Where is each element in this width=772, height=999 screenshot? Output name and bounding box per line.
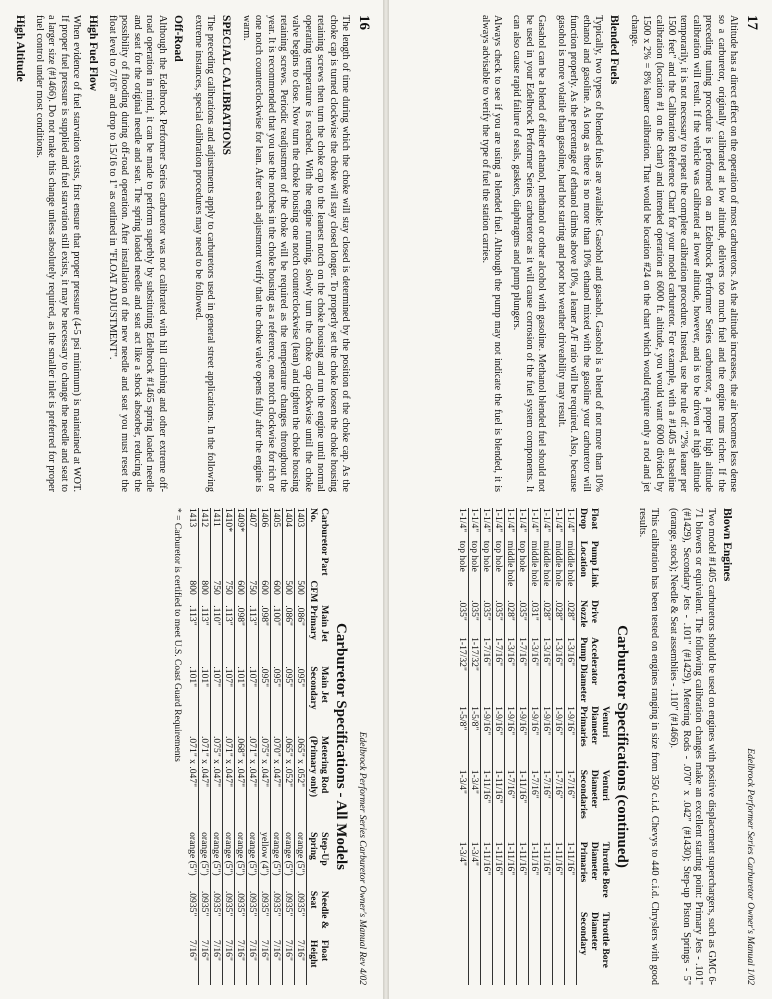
table-cell: 1-1/4" [516, 508, 528, 541]
table-cell: 7/16" [270, 940, 282, 985]
table-cell: orange (5") [187, 832, 199, 891]
table-cell: 750 [222, 580, 234, 605]
table-cell: 7/16" [282, 940, 294, 985]
table-cell: .086" [294, 605, 306, 666]
table-cell: 1-9/16" [540, 706, 552, 770]
off-road-text: Although the Edelbrock Performer Series carburetor was not calibrated with hill climbing and other extreme off-road operation in mind, it can be made to perform superbly by substituting Edelbrock #1465 spring loaded needle and seat for the original needle and seat. The spring loaded needle and seat act like a shock absorber, reducing the possibility of flooding during off-road operation. After installation of the new needle and seat you must reset the float level to 7/16" and drop to 15/16 to 1" as outlined in "FLOAT ADJUSTMENT". [107, 15, 168, 492]
table-cell [540, 912, 552, 985]
table-cell: 1-5/8" [468, 706, 480, 770]
table-cell: 1-3/4" [468, 770, 480, 842]
table-cell: .035" [457, 600, 469, 637]
table-cell: 1-11/16" [516, 770, 528, 842]
page-17 [401, 5, 766, 995]
table-cell: 1-1/4" [457, 508, 469, 541]
table-cell: 1-17/32" [457, 637, 469, 706]
table-row [540, 508, 552, 985]
table-row [480, 508, 492, 985]
table-cell: .071" x .047" [187, 736, 199, 832]
blown-engines-text: Two model #1405 carburetors should be used on engines with positive displacement superchargers, such as GMC 6-71 blowers or equivalent. The following calibration changes make an excellent starting point: Primary Jets - .101" (#1429), Secondary Jets - .101" (#1429), Metering Rods - .070" x .042" (#1430); Step-up Piston Springs - 5" (orange, stock); Needle & Seat assemblies - .110" (#1466). [668, 508, 717, 985]
table-cell: 1-5/8" [457, 706, 469, 770]
table-cell: 1405 [270, 508, 282, 580]
column-header: Main Jet Primary [307, 605, 330, 642]
table-cell: 1-9/16" [492, 706, 504, 770]
table-cell: 1-11/16" [504, 842, 516, 912]
table-cell: 1-1/4" [492, 508, 504, 541]
table-cell: middle hole [528, 541, 540, 600]
table-cell: .068" x .047" [234, 736, 246, 832]
table-cell: top hole [457, 541, 469, 600]
table-cell: 1-11/16" [552, 842, 564, 912]
running-title: Edelbrock Performer Series Carburetor Owner's Manual Rev 4/02 [357, 731, 367, 985]
table-cell: .107" [210, 666, 222, 736]
table-cell: 1-7/16" [504, 770, 516, 842]
table-cell: 1413 [187, 508, 199, 580]
table-cell: .101" [187, 666, 199, 736]
column-header: Needle & Seat [307, 890, 330, 929]
table-cell: .107" [222, 666, 234, 736]
table-row [516, 508, 528, 985]
table-cell: .035" [480, 600, 492, 637]
table-cell: 1-7/16" [564, 770, 576, 842]
blended-fuels-text-2: Gasahol can be a blend of either ethanol, methanol or other alcohol with gasoline. Methanol blended fuel should not be used in your Edelbrock Performer Series carburetor as it will cause corrosion of the fuel system components. It can also cause rapid failure of seals, gaskets, diaphragms and pump plungers. [511, 15, 548, 492]
table-cell: 1409* [234, 508, 246, 580]
table-cell: 1-11/16" [492, 842, 504, 912]
page-number: 17 [744, 15, 760, 30]
table-cell: 1-11/16" [480, 770, 492, 842]
special-calibrations-text: The preceding calibrations and adjustments apply to carburetors used in general street applications. In the following extreme instances, special calibration procedures may need to be followed. [192, 15, 216, 492]
table-cell: orange (5") [198, 832, 210, 891]
high-altitude-heading: High Altitude [13, 15, 26, 82]
column-header: Throttle Bore Diameter Primaries [577, 841, 611, 898]
table-cell: 1-1/4" [540, 508, 552, 541]
column-header: Main Jet Secondary [307, 666, 330, 710]
table-cell: 1-3/16" [540, 637, 552, 706]
text-column [409, 15, 739, 492]
choke-paragraph: The length of time during which the choke will stay closed is determined by the position of the choke cap. As the choke cap is turned clockwise the choke will stay closed longer. To properly set the choke loosen the choke housing retaining screws then turn the choke cap to the leanest notch on the choke housing and run the engine until normal operating temperature is reached. With the engine running, slowly turn the choke cap clockwise until the choke valve begins to close. Now turn the choke housing one notch counterclockwise (lean) and tighten the choke housing retaining screws. Periodic readjustment of the choke will be required as the temperature changes throughout the year. It is recommended that you use the notches in the choke housing as a reference, one notch clockwise for rich or one notch counterclockwise for lean. After each adjustment verify that the choke valve opens fully after the engine is warm. [240, 15, 351, 492]
table-row [294, 508, 306, 985]
column-header: Metering Rod (Primary only) [307, 736, 330, 798]
table-row [552, 508, 564, 985]
table-cell: 1-9/16" [516, 706, 528, 770]
table-cell: 1406 [258, 508, 270, 580]
table-cell: 1-7/16" [540, 770, 552, 842]
table-cell: 1-11/16" [516, 842, 528, 912]
table-cell: .101" [234, 666, 246, 736]
table-cell: 600 [270, 580, 282, 605]
table-cell [504, 912, 516, 985]
table-cell: 1-11/16" [528, 842, 540, 912]
table-cell: 1-3/4" [457, 770, 469, 842]
table-cell: yellow (4") [258, 832, 270, 891]
table-cell: top hole [492, 541, 504, 600]
table-cell: 1-1/4" [528, 508, 540, 541]
table-row [504, 508, 516, 985]
column-header: Float Height [307, 939, 330, 968]
table-cell: 500 [282, 580, 294, 605]
table-cell: orange (5") [270, 832, 282, 891]
table-cell: top hole [480, 541, 492, 600]
table-cell: .0935" [294, 891, 306, 940]
table-cell: .086" [282, 605, 294, 666]
table-row [246, 508, 258, 985]
column-header: Throttle Bore Diameter Secondary [577, 912, 611, 968]
table-cell: .065" x .052" [282, 736, 294, 832]
table-cell: 1-7/16" [492, 637, 504, 706]
tested-engines-text: This calibration has been tested on engines ranging in size from 350 c.i.d. Chevys to 440 c.i.d. Chryslers with good results. [636, 508, 660, 985]
table-cell: .0935" [222, 891, 234, 940]
table-cell [468, 912, 480, 985]
table-cell: 1-9/16" [504, 706, 516, 770]
table-cell: .095" [282, 666, 294, 736]
table-cell: 500 [294, 580, 306, 605]
table-cell: middle hole [564, 541, 576, 600]
special-calibrations-heading: SPECIAL CALIBRATIONS [220, 15, 233, 156]
table-cell: middle hole [504, 541, 516, 600]
table-row [492, 508, 504, 985]
table-cell: 1-9/16" [528, 706, 540, 770]
spec-table-title: Carburetor Specifications - All Models [333, 623, 349, 870]
page-header [743, 15, 760, 985]
spec-table-continued-title: Carburetor Specifications (continued) [614, 625, 631, 868]
column-header: Step-Up Spring [307, 832, 330, 866]
table-cell: .071" x .047" [246, 736, 258, 832]
table-cell: 1-3/4" [457, 842, 469, 912]
table-cell: .071" x .047" [222, 736, 234, 832]
table-row [222, 508, 234, 985]
table-row [468, 508, 480, 985]
table-row [528, 508, 540, 985]
table-cell: .028" [564, 600, 576, 637]
table-cell: .028" [540, 600, 552, 637]
table-cell: 600 [234, 580, 246, 605]
table-cell: .035" [492, 600, 504, 637]
column-header: Float Drop [577, 508, 600, 530]
table-row [270, 508, 282, 985]
table-cell: 1-3/16" [552, 637, 564, 706]
table-cell: .028" [504, 600, 516, 637]
text-column [13, 15, 351, 492]
table-cell: .095" [258, 666, 270, 736]
table-cell: 7/16" [198, 940, 210, 985]
table-cell: 1-7/16" [516, 637, 528, 706]
table-row [457, 508, 469, 985]
table-cell: .110" [210, 605, 222, 666]
table-cell: .113" [187, 605, 199, 666]
table-cell: .113" [222, 605, 234, 666]
table-cell: orange (5") [246, 832, 258, 891]
table-cell: .031" [528, 600, 540, 637]
table-cell: 1-1/4" [564, 508, 576, 541]
table-cell: 1-9/16" [480, 706, 492, 770]
table-cell: 7/16" [294, 940, 306, 985]
table-row [234, 508, 246, 985]
off-road-heading: Off-Road [172, 15, 185, 62]
table-cell: .0935" [210, 891, 222, 940]
blended-fuels-heading: Blended Fuels [608, 15, 621, 85]
blown-engines-heading: Blown Engines [721, 508, 733, 582]
table-cell: 1-1/4" [480, 508, 492, 541]
table-cell: .098" [234, 605, 246, 666]
table-row [564, 508, 576, 985]
column-header: Carburetor Part No. [307, 508, 330, 576]
table-cell: .107" [246, 666, 258, 736]
table-cell: 1411 [210, 508, 222, 580]
table-cell: 1407 [246, 508, 258, 580]
table-cell: .035" [516, 600, 528, 637]
high-altitude-text: Altitude has a direct effect on the operation of most carburetors. As the altitude increases, the air becomes less dense so a carburetor, originally calibrated at low altitude, delivers too much fuel and the engine runs richer. If the preceding tuning procedure is performed on an Edelbrock Performer Series carburetor, a proper high altitude calibration will result. If the vehicle was calibrated at lower altitude, however, and is to be driven at high altitude temporarily, it is not necessary to repeat the complete calibration procedure. Instead, use the rule of: "2% leaner per 1500 feet" and the Calibration Reference Chart for your model carburetor. For example, with a #1405 at baseline calibration (location #1 on the chart) and intended operation at 6000 ft. altitude, you would want 6000 divided by 1500 x 2% = 8% leaner calibration. That would be location #24 on the chart which would require only a rod and jet change. [628, 15, 739, 492]
table-cell: 1-11/16" [480, 842, 492, 912]
page-gutter [383, 0, 389, 999]
table-cell: .071" x .047" [198, 736, 210, 832]
table-cell: 7/16" [258, 940, 270, 985]
table-cell: .098" [258, 605, 270, 666]
high-fuel-flow-text: When evidence of fuel starvation exists, first ensure that proper pressure (4-5 psi minimum) is maintained at WOT. If proper fuel pressure is supplied and fuel starvation still exists, it may be necessary to change the needle and seat to a larger size (#1466). Do not make this change unless absolutely required, as the smaller inlet is preferred for proper fuel control under most conditions. [34, 15, 83, 492]
table-cell: 1-11/16" [492, 770, 504, 842]
table-cell: .070" x .047" [270, 736, 282, 832]
text-and-table-column [409, 508, 739, 985]
table-cell: .113" [246, 605, 258, 666]
table-cell: .0935" [270, 891, 282, 940]
table-cell: .101" [198, 666, 210, 736]
table-cell: 1-3/16" [504, 637, 516, 706]
table-cell: orange (5") [282, 832, 294, 891]
blended-fuels-text-3: Always check to see if you are using a blended fuel. Although the pump may not indicate the fuel is blended, it is always advisable to verify the type of fuel the station carries. [479, 15, 504, 492]
table-cell: 1-9/16" [552, 706, 564, 770]
table-cell: 1410* [222, 508, 234, 580]
column-header: Pump Link Location [577, 540, 600, 588]
column-header: CFM [307, 580, 319, 603]
column-header: Venturi Diameter Primaries [577, 706, 611, 747]
table-cell: 7/16" [222, 940, 234, 985]
table-cell: 1412 [198, 508, 210, 580]
table-cell: 1-3/16" [528, 637, 540, 706]
table-cell: .095" [294, 666, 306, 736]
table-cell: top hole [468, 541, 480, 600]
table-cell: .0935" [234, 891, 246, 940]
table-cell: 1-7/16" [480, 637, 492, 706]
blended-fuels-text-1: Typically, two types of blended fuels are available: Gasohol and gasahol. Gasohol is a blend of not more than 10% ethanol and gasoline. As long as there is no more than 10% ethanol mixed with the gasoline your carburetor will function properly. As the percentage of ethanol climbs above 10%, a leaner A/F ratio will be required. Also, because gasohol is more volatile than gasoline, hard hot starting and poor hot weather driveability may result. [555, 15, 604, 492]
table-cell: .100" [270, 605, 282, 666]
coast-guard-footnote: * = Carburetor is certified to meet U.S. Coast Guard Requirements [171, 508, 182, 762]
table-cell: .0935" [258, 891, 270, 940]
table-cell [552, 912, 564, 985]
table-row [282, 508, 294, 985]
table-cell [480, 912, 492, 985]
spec-table-continued [457, 508, 611, 985]
table-cell: .035" [468, 600, 480, 637]
table-cell: 1-11/16" [564, 842, 576, 912]
table-cell: .0935" [198, 891, 210, 940]
table-cell: 750 [210, 580, 222, 605]
table-cell: .113" [198, 605, 210, 666]
table-column [21, 508, 351, 985]
table-cell: 1404 [282, 508, 294, 580]
table-cell: 1-1/4" [504, 508, 516, 541]
high-fuel-flow-heading: High Fuel Flow [86, 15, 99, 92]
table-cell: orange (5") [294, 832, 306, 891]
column-header: Drive Nozzle [577, 600, 600, 628]
table-cell: 7/16" [246, 940, 258, 985]
table-cell: orange (5") [210, 832, 222, 891]
table-cell: 1-17/32" [468, 637, 480, 706]
table-cell: middle hole [552, 541, 564, 600]
table-cell: .0935" [246, 891, 258, 940]
table-cell [492, 912, 504, 985]
table-cell: 1-7/16" [528, 770, 540, 842]
table-row [187, 508, 199, 985]
table-cell: 800 [198, 580, 210, 605]
table-cell: 1-7/16" [552, 770, 564, 842]
table-cell: .0935" [187, 891, 199, 940]
table-cell: orange (5") [222, 832, 234, 891]
table-cell: middle hole [540, 541, 552, 600]
column-header: Venturi Diameter Secondaries [577, 769, 611, 819]
table-cell: 1-9/16" [564, 706, 576, 770]
table-cell: 750 [246, 580, 258, 605]
table-cell: .028" [552, 600, 564, 637]
table-cell: 1-1/4" [552, 508, 564, 541]
table-cell: .075" x .047" [258, 736, 270, 832]
column-header: Accelerator Pump Diameter [577, 637, 600, 703]
table-cell: .065" x .052" [294, 736, 306, 832]
table-cell: 1-11/16" [540, 842, 552, 912]
table-row [258, 508, 270, 985]
page-number: 16 [356, 15, 372, 30]
table-cell: 800 [187, 580, 199, 605]
table-cell: 1-3/4" [468, 842, 480, 912]
table-row [198, 508, 210, 985]
table-cell: 1-1/4" [468, 508, 480, 541]
table-cell: 7/16" [187, 940, 199, 985]
table-row [210, 508, 222, 985]
table-cell: 1403 [294, 508, 306, 580]
table-cell [516, 912, 528, 985]
table-cell: orange (5") [234, 832, 246, 891]
table-cell: 1-3/16" [564, 637, 576, 706]
table-cell: 7/16" [210, 940, 222, 985]
table-cell [528, 912, 540, 985]
running-title: Edelbrock Performer Series Carburetor Owner's Manual 1/02 [745, 748, 755, 985]
table-cell [564, 912, 576, 985]
spec-table-all-models [187, 508, 330, 985]
table-cell: top hole [516, 541, 528, 600]
table-cell: .095" [270, 666, 282, 736]
table-cell [457, 912, 469, 985]
table-cell: 7/16" [234, 940, 246, 985]
page-header [355, 15, 372, 985]
table-cell: .075" x .047" [210, 736, 222, 832]
table-cell: 600 [258, 580, 270, 605]
table-cell: .0935" [282, 891, 294, 940]
page-16 [13, 5, 378, 995]
